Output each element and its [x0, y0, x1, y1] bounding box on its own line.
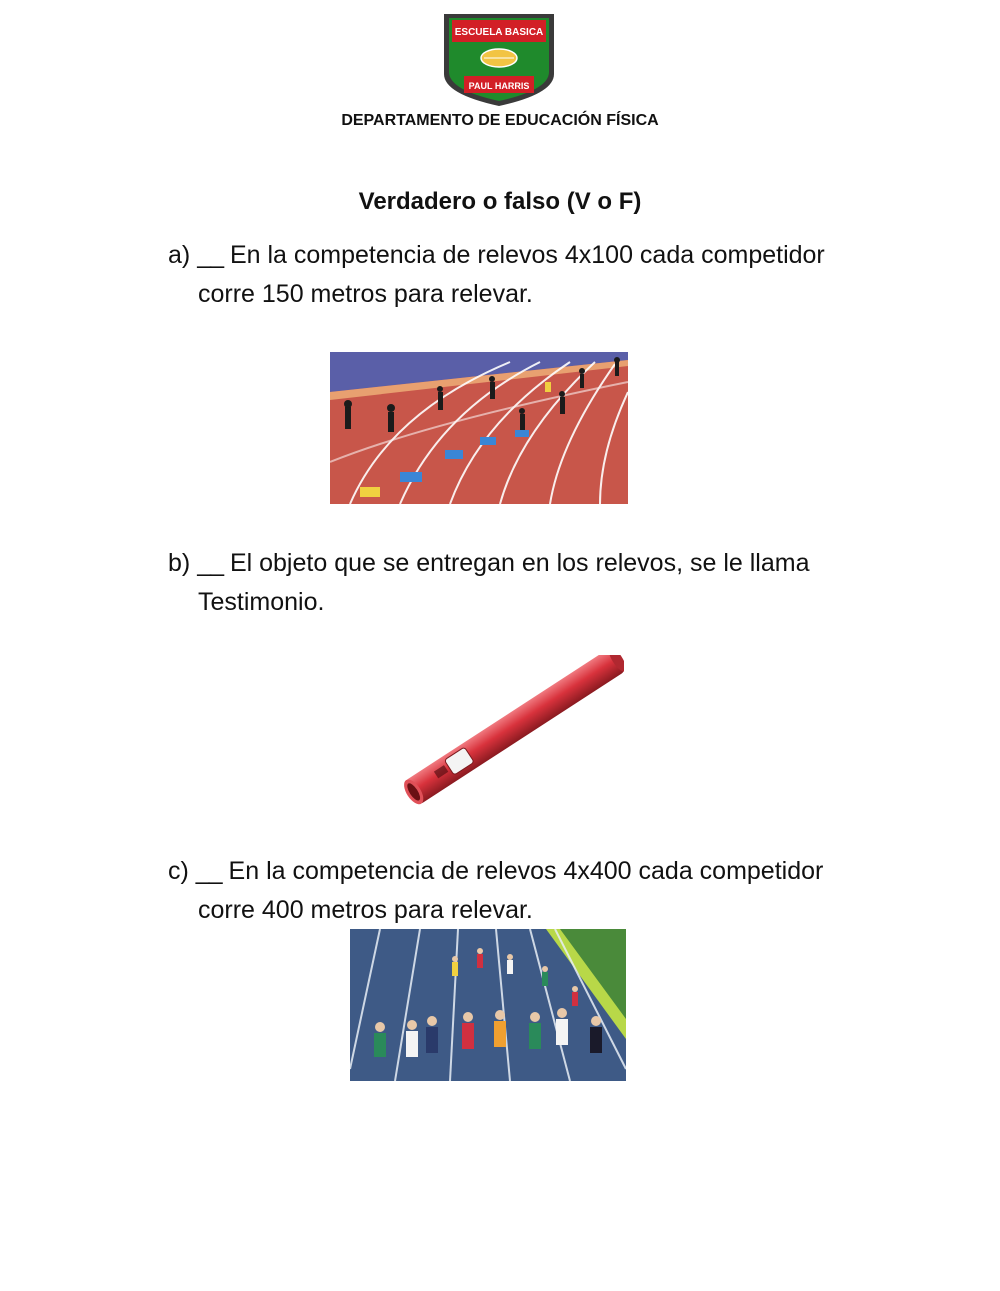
relay-baton-photo [394, 655, 624, 815]
question-a [168, 236, 868, 314]
question-text: El objeto que se entregan en los relevos, se le llama [229, 549, 810, 577]
logo-top-text: ESCUELA BASICA [454, 27, 544, 38]
school-logo [440, 12, 558, 108]
answer-blank[interactable]: __ [195, 857, 222, 885]
answer-blank[interactable]: __ [197, 549, 223, 577]
question-c [168, 852, 868, 930]
question-text-line2: corre 400 metros para relevar. [198, 896, 533, 924]
question-text: En la competencia de relevos 4x100 cada competidor [229, 241, 825, 269]
department-heading: DEPARTAMENTO DE EDUCACIÓN FÍSICA [341, 112, 659, 129]
question-label: b) [168, 549, 191, 577]
question-text-line2: corre 150 metros para relevar. [198, 280, 533, 308]
logo-bottom-text: PAUL HARRIS [468, 81, 530, 91]
page-title: Verdadero o falso (V o F) [358, 188, 642, 215]
relay-race-track-photo [330, 352, 628, 504]
answer-blank[interactable]: __ [197, 241, 223, 269]
question-label: c) [168, 857, 189, 885]
question-text-line2: Testimonio. [198, 588, 325, 616]
question-text: En la competencia de relevos 4x400 cada competidor [228, 857, 824, 885]
question-label: a) [168, 241, 191, 269]
question-b [168, 544, 868, 622]
relay-handoff-photo [350, 929, 626, 1081]
